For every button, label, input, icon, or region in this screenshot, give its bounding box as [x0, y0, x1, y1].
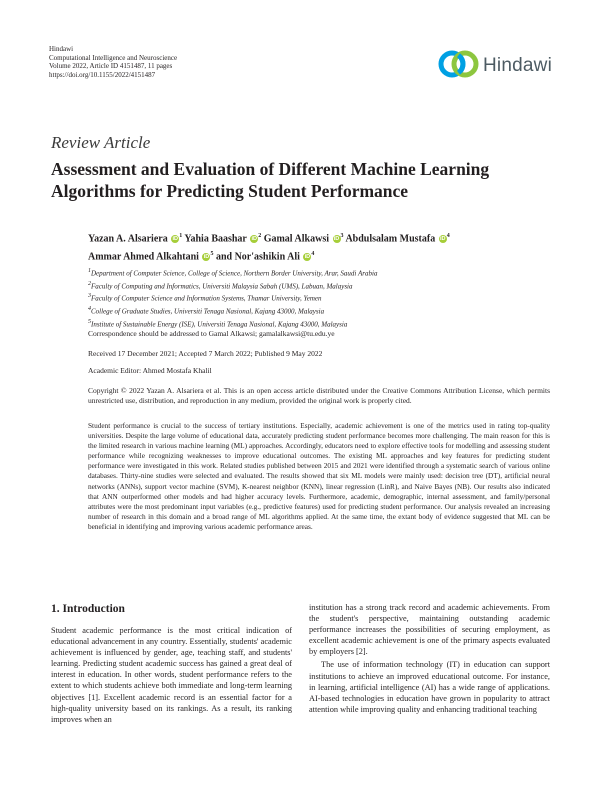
affiliation-ref: 5: [210, 250, 214, 257]
author-list: Yazan A. Alsariera $iD^1$ Yahia Baashar $iD^2$ Gamal Alkawsi $iD^3$ Abdulsalam Mustafa $iD^4$ Ammar Ahmed Alkahtani $iD^5$ and Nor'ashikin Ali $iD^4$: [88, 233, 450, 263]
doi-link[interactable]: https://doi.org/10.1155/2022/4151487: [49, 70, 156, 79]
author-name[interactable]: Abdulsalam Mustafa: [345, 233, 436, 245]
body-column-right: [309, 602, 550, 715]
affiliation-list: [88, 266, 558, 329]
title-line-1: Assessment and Evaluation of Different Machine Learning: [51, 159, 490, 179]
author-name[interactable]: Yahia Baashar: [184, 233, 247, 245]
correspondence: Correspondence should be addressed to Gamal Alkawsi; gamalalkawsi@tu.edu.ye: [88, 329, 335, 338]
volume-info: Volume 2022, Article ID 4151487, 11 pages: [49, 62, 173, 71]
affiliation-ref: 3: [340, 233, 344, 239]
publisher-name: Hindawi: [49, 45, 74, 53]
paragraph: The use of information technology (IT) in education can support institutions to achieve an improved educational outcome. For instance, in learning, artificial intelligence (AI) has a wide range of applications. AI-based technologies in education have grown in popularity to attract attention while improving quality and enhancing traditional teaching: [309, 660, 550, 714]
author-name[interactable]: Ammar Ahmed Alkahtani: [88, 251, 199, 263]
author-name[interactable]: Yazan A. Alsariera: [88, 233, 168, 245]
article-type: Review Article: [51, 133, 151, 152]
affiliation: $^4$College of Graduate Studies, Universiti Tenaga Nasional, Kajang 43000, Malaysia: [88, 305, 325, 316]
orcid-icon[interactable]: iD: [251, 236, 257, 243]
affiliation-ref: 1: [179, 233, 183, 239]
copyright-notice: Copyright © 2022 Yazan A. Alsariera et al. This is an open access article distributed under the Creative Commons Attribution License, which permits unrestricted use, distribution, and reproduction in any medium, provided the original work is properly cited.: [88, 386, 550, 405]
title-line-2: Algorithms for Predicting Student Performance: [51, 181, 409, 201]
abstract: Student performance is crucial to the success of tertiary institutions. Especially, academic achievement is one of the metrics used in rating top-quality universities. Despite the large volume of educational data, accurately predicting student performance becomes more challenging. The main reason for this is the limited research in various machine learning (ML) approaches. Accordingly, educators need to explore effective tools for modelling and assessing student performance while recognizing weaknesses to improve educational outcomes. The existing ML approaches and key features for predicting student performance were investigated in this work. Related studies published between 2015 and 2021 were identified through a systematic search of various online databases. Thirty-nine studies were selected and evaluated. The results showed that six ML models were mainly used: decision tree (DT), artificial neural networks (ANNs), support vector machine (SVM), K-nearest neighbor (KNN), linear regression (LinR), and Naive Bayes (NB). Our results also indicated that ANN outperformed other models and had higher accuracy levels. Furthermore, academic, demographic, internal assessment, and family/personal attributes were the most predominant input variables (e.g., predictive features) used for predicting student performance. Our analysis revealed an increasing number of research in this domain and a broad range of ML algorithms applied. At the same time, the extant body of evidence suggested that ML can be beneficial in identifying and improving various academic performance areas.: [88, 421, 550, 531]
affiliation: $^3$Faculty of Computer Science and Information Systems, Thamar University, Yemen: [88, 293, 322, 303]
affiliation: $^1$Department of Computer Science, College of Science, Northern Border University, Arar, Saudi Arabia: [88, 268, 378, 278]
affiliation-ref: 4: [446, 233, 450, 239]
orcid-icon[interactable]: iD: [304, 254, 311, 261]
orcid-icon[interactable]: iD: [172, 236, 178, 243]
affiliation: $^5$Institute of Sustainable Energy (ISE), Universiti Tenaga Nasional, Kajang 43000, Malaysia: [88, 318, 348, 328]
logo-text: Hindawi: [483, 55, 552, 76]
body-column-left: [51, 625, 292, 725]
journal-name: Computational Intelligence and Neuroscience: [49, 53, 178, 62]
affiliation-ref: 4: [311, 250, 315, 257]
paragraph: Student academic performance is the most critical indication of educational advancement in any country. Essentially, students' academic achievement is influenced by gender, age, teaching staff, and students' learning. Predicting student academic success has gained a great deal of interest in education. In other words, student performance refers to the extent to which students achieve both immediate and long-term learning objectives [1]. Excellent academic record is an essential factor for a high-quality university based on its rankings. As a result, its ranking improves when an: [51, 626, 292, 724]
hindawi-logo[interactable]: [437, 46, 557, 82]
orcid-icon[interactable]: iD: [333, 236, 340, 243]
hindawi-logo-icon: [437, 46, 481, 82]
paragraph: institution has a strong track record and academic achievements. From the student's perspective, maintaining outstanding academic performance increases the possibilities of securing employment, as excellent academic achievement is one of the primary aspects evaluated by employers [2].: [309, 603, 550, 657]
author-name[interactable]: Nor'ashikin Ali: [234, 251, 300, 263]
publication-dates: Received 17 December 2021; Accepted 7 March 2022; Published 9 May 2022: [88, 349, 323, 358]
affiliation-ref: 2: [258, 233, 262, 239]
orcid-icon[interactable]: iD: [203, 254, 210, 261]
section-heading: 1. Introduction: [51, 603, 125, 615]
journal-header: [49, 45, 177, 79]
academic-editor: Academic Editor: Ahmed Mostafa Khalil: [88, 366, 212, 375]
affiliation: $^2$Faculty of Computing and Informatics, Universiti Malaysia Sabah (UMS), Labuan, Malaysia: [88, 280, 353, 290]
article-title: [51, 158, 551, 202]
orcid-icon[interactable]: iD: [439, 236, 446, 243]
author-name[interactable]: Gamal Alkawsi: [263, 233, 329, 245]
